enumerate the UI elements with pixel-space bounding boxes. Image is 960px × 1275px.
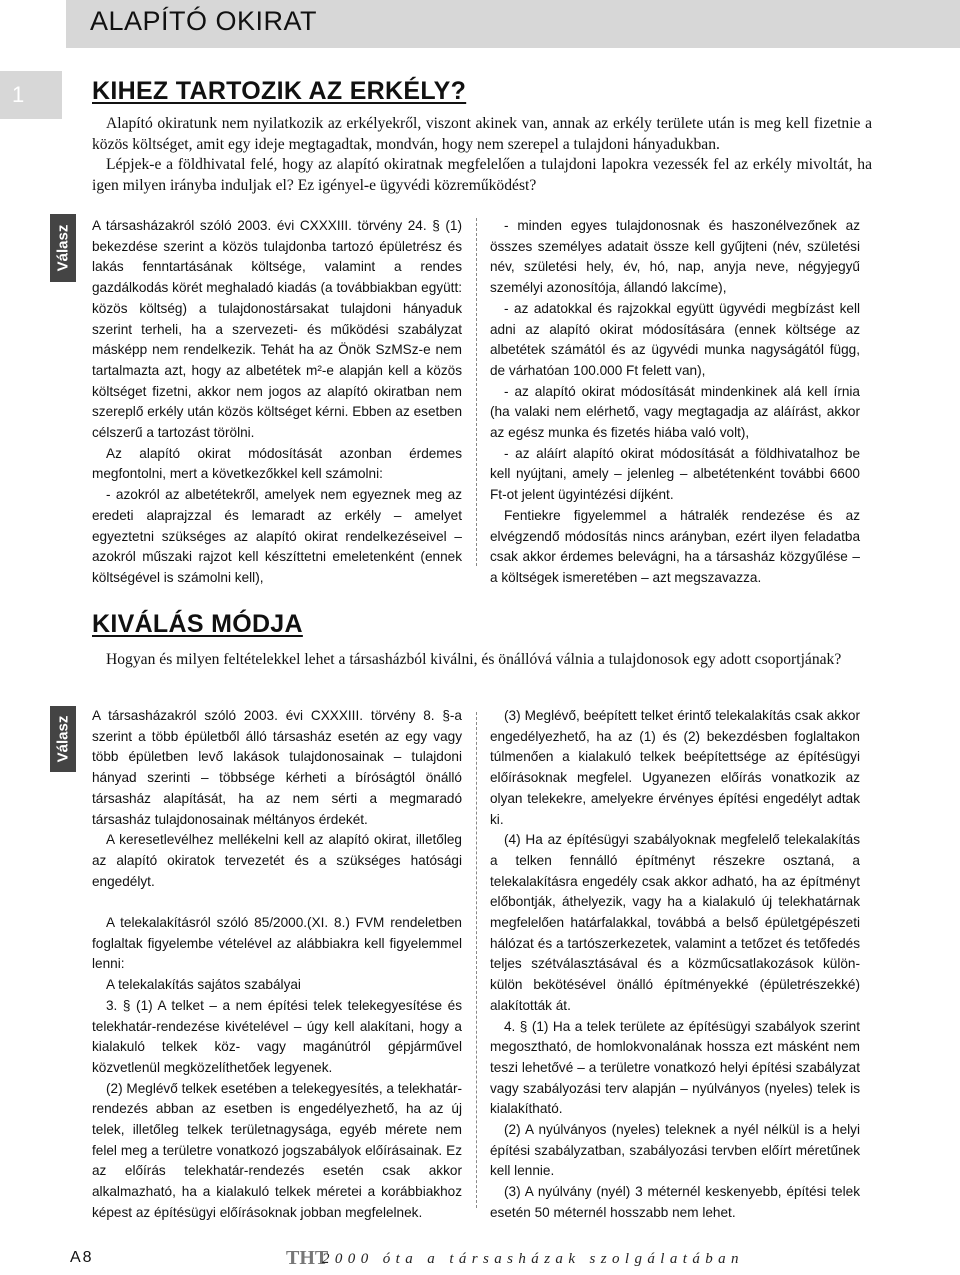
question-balcony	[92, 114, 872, 196]
question-paragraph: Lépjek-e a földhivatal felé, hogy az alapító okiratnak megfelelően a tulajdoni lapokra vezessék fel az erkély mivoltát, ha igen milyen irányba induljak el? Ez igényel-e ügyvédi közreműködést?	[92, 156, 872, 194]
answer-paragraph: A keresetlevélhez mellékelni kell az alapító okirat, illetőleg az alapító okiratok tervezetét és a szükséges hatósági engedélyt.	[92, 832, 462, 889]
answer-column-left	[92, 216, 462, 589]
answer-paragraph: (2) A nyúlványos (nyeles) teleknek a nyél nélkül is a helyi építési szabályzatban, szabályozási tervben előírt méretűnek kell lennie.	[490, 1122, 860, 1179]
answer-paragraph: 3. § (1) A telket – a nem építési telek telekegyesítése és telekhatár-rendezése kivételével – úgy kell alakítani, hogy a kialakuló telkek köz- vagy magánútról gépjárművel közvetlenül megközelíthetőek legyenek.	[92, 997, 462, 1075]
answer-paragraph: A társasházakról szóló 2003. évi CXXXIII. törvény 24. § (1) bekezdése szerint a közös tulajdonba tartozó épületrész és lakás fenntartásának költsége, valamint a rendes gazdálkodás körét meghaladó kiadás (a továbbiakban együtt: közös költség) a tulajdonostársakat tulajdoni hányaduk szerint terheli, ha a szervezeti- és működési szabályzat másképp nem rendelkezik. Tehát ha az Önök SzMSz-e nem tartalmazta azt, hogy az albetétek m²-e alapján kell a közös költséget fizetni, akkor nem jogos az alapító okiratban nem szereplő erkély után közös költséget kérni. Ebben az esetben célszerű a tartozást törölni.	[92, 218, 462, 441]
answer-paragraph: (3) A nyúlvány (nyél) 3 méternél keskenyebb, építési telek esetén 50 méternél hosszabb nem lehet.	[490, 1184, 860, 1220]
paragraph-spacer	[92, 892, 462, 913]
footer-page-number: A8	[70, 1249, 94, 1266]
answer-paragraph: (2) Meglévő telkek esetében a telekegyesítés, a telekhatár-rendezés abban az esetben is engedélyezhető, ha az új telek, illetőleg telkek területnagysága, egyéb mérete nem felel meg a területre vonatkozó jogszabályok előírásainak. Ez az előírás telekhatár-rendezés esetén csak akkor alkalmazható, ha a kialakuló telkek méretei a korábbiakhoz képest az építésügyi előírásoknak jobban megfelelnek.	[92, 1080, 462, 1220]
question-secession	[92, 650, 872, 671]
question-paragraph: Hogyan és milyen feltételekkel lehet a társasházból kiválni, és önállóvá válnia a tulajdonosok egy adott csoportjának?	[106, 651, 842, 668]
answer-paragraph: (4) Ha az építésügyi szabályoknak megfelelő telekalakítás a telken fennálló építményt részekre osztaná, a telekalakításra engedély csak akkor adható, ha az építményt előbontják, áthelyezik, vagy ha a kialakuló új telekhatárnak megfelelően határfalakkal, továbbá a belső épületgépészeti hálózat és a tartószerkezetek, valamint a tetőzet és tetőfedés teljes szétválasztásával és a közműcsatlakozások külön-külön bekötésével önálló építményekké (épületrészekké) alakították át.	[490, 832, 860, 1013]
answer-column-left	[92, 706, 462, 1224]
answer-paragraph: 4. § (1) Ha a telek területe az építésügyi szabályok szerint megosztható, de homlokvonalának hossza ezt másként nem teszi lehetővé – a területre vonatkozó helyi építési szabályzat vagy szabályozási terv alapján – nyúlványos (nyeles) telek is kialakítható.	[490, 1018, 860, 1117]
header-corner	[0, 0, 66, 48]
answer-paragraph: Fentiekre figyelemmel a hátralék rendezése és az elvégzendő módosítás nincs arányban, ezért ilyen feladatba csak akkor érdemes belevágni, ha a társasház közgyűlése – a költségek ismeretében – azt megszavazza.	[490, 507, 860, 585]
question-paragraph: Alapító okiratunk nem nyilatkozik az erkélyekről, viszont akinek van, annak az erkély területe után is meg kell fizetnie a közös költséget, amit egy ideje megtagadtak, mondván, hogy nem szerepel a tulajdoni hányadukban.	[92, 115, 872, 153]
answer-paragraph: A telekalakítás sajátos szabályai	[106, 977, 301, 993]
answer-column-right	[490, 706, 860, 1224]
answer-paragraph: - az adatokkal és rajzokkal együtt ügyvédi megbízást kell adni az alapító okirat módosítására (ennek költsége az albetétek számától és az ügyvédi munka nagyságától függ, de várhatóan 100.000 Ft felett van),	[490, 300, 860, 378]
section-heading-secession: KIVÁLÁS MÓDJA	[92, 610, 303, 638]
answer-paragraph: - az aláírt alapító okirat módosítását a földhivatalhoz be kell nyújtani, amely – jelenleg – albetétenként további 6600 Ft-ot jelent ügyintézési díjként.	[490, 445, 860, 503]
answer-label: Válasz	[50, 706, 76, 772]
answer-paragraph: A társasházakról szóló 2003. évi CXXXIII. törvény 8. §-a szerint a több épületből álló társasház esetén az egy vagy több épületben levő lakások tulajdonosainak – tulajdoni hányad szerinti – többsége kérheti a bíróságtól önálló társasház alapítását, ha az nem sérti a megmaradó társasház tulajdonosainak méltányos érdekét.	[92, 708, 462, 827]
answer-paragraph: - az alapító okirat módosítását mindenkinek alá kell írnia (ha valaki nem elérhető, vagy megtagadja az aláírást, akkor az egész munka és fizetés hiába való volt),	[490, 383, 860, 441]
column-divider	[476, 218, 477, 566]
page-title: ALAPÍTÓ OKIRAT	[90, 6, 318, 36]
section-number-badge: 1	[0, 71, 62, 119]
answer-label: Válasz	[50, 214, 76, 282]
answer-paragraph: A telekalakításról szóló 85/2000.(XI. 8.) FVM rendeletben foglaltak figyelembe vételével az alábbiakra kell figyelemmel lenni:	[92, 915, 462, 972]
answer-paragraph: - minden egyes tulajdonosnak és haszonélvezőnek az összes személyes adatait össze kell gyűjteni (név, születési név, születési hely, év, hó, nap, anyja neve, négyjegyű személyi azonosítója, állandó lakcíme),	[490, 218, 860, 296]
footer-logo: THT	[286, 1247, 329, 1269]
answer-paragraph: - azokról az albetétekről, amelyek nem egyeznek meg az eredeti alaprajzzal és lemaradt az erkély – amelyet egyeztetni szükséges az alapító okirat rendelkezéseivel – azokról műszaki rajzot kell készíttetni emeletenként (ennek költségével is számolni kell),	[92, 487, 462, 585]
section-heading-balcony: KIHEZ TARTOZIK AZ ERKÉLY?	[92, 77, 467, 105]
answer-paragraph: Az alapító okirat módosítását azonban érdemes megfontolni, mert a következőkkel kell számolni:	[92, 445, 462, 482]
column-divider	[476, 712, 477, 1208]
answer-paragraph: (3) Meglévő, beépített telket érintő telekalakítás csak akkor engedélyezhető, ha az (1) és (2) bekezdésben foglaltakon túlmenően a kialakuló telkek beépítettsége az építésügyi előírásoknak megfelel. Ugyanezen előírás vonatkozik az olyan telekekre, amelyekre érvényes építési engedélyt adtak ki.	[490, 708, 860, 827]
footer-tagline: 2000 óta a társasházak szolgálatában	[322, 1251, 744, 1267]
answer-column-right	[490, 216, 860, 589]
